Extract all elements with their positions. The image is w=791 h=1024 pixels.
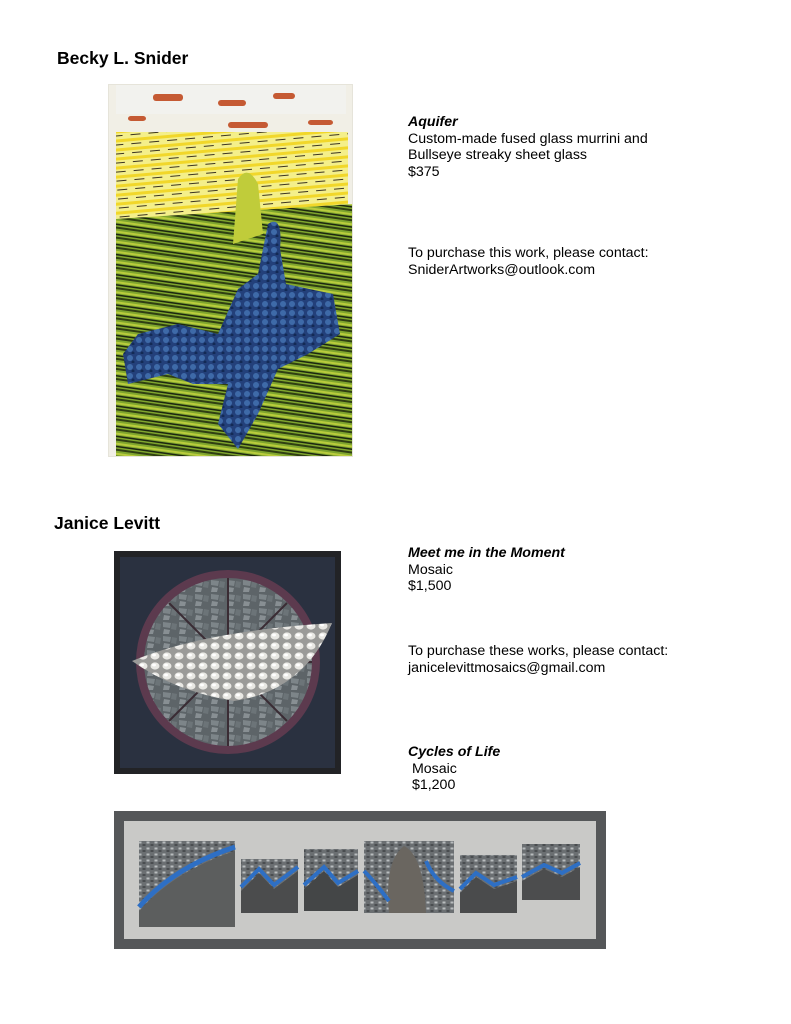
artwork-medium: Mosaic	[408, 561, 453, 578]
contact-prompt: To purchase this work, please contact:	[408, 245, 649, 261]
artwork-medium-line: Custom-made fused glass murrini and	[408, 130, 648, 147]
aquifer-info	[408, 114, 648, 180]
aquifer-artwork-image	[108, 84, 353, 457]
cycles-of-life-artwork-image	[114, 811, 606, 949]
artist-name: Janice Levitt	[54, 513, 161, 533]
contact-info	[408, 245, 649, 278]
artwork-price: $375	[408, 163, 440, 180]
artwork-price: $1,200	[408, 777, 456, 793]
artwork-title: Cycles of Life	[408, 744, 501, 760]
meet-me-in-the-moment-artwork-image	[114, 551, 341, 774]
artwork-medium: Mosaic	[408, 760, 457, 777]
artwork-title: Aquifer	[408, 114, 458, 130]
cycles-of-life-info	[408, 744, 500, 794]
contact-info	[408, 643, 668, 676]
artwork-price: $1,500	[408, 578, 452, 594]
contact-email[interactable]: SniderArtworks@outlook.com	[408, 261, 596, 278]
artwork-medium-line: Bullseye streaky sheet glass	[408, 147, 588, 163]
artwork-title: Meet me in the Moment	[408, 545, 565, 561]
artist-name: Becky L. Snider	[57, 48, 189, 68]
contact-prompt: To purchase these works, please contact:	[408, 643, 669, 659]
meet-me-in-the-moment-info	[408, 545, 565, 595]
contact-email[interactable]: janicelevittmosaics@gmail.com	[408, 659, 606, 676]
